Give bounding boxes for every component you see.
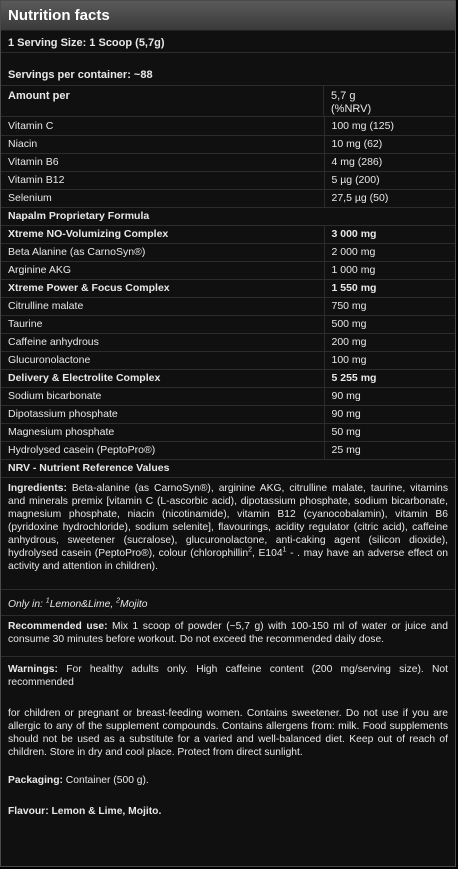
table-row	[1, 423, 455, 441]
row-value: 1 000 mg	[324, 261, 455, 279]
only-in-note	[1, 590, 455, 616]
row-name: Napalm Proprietary Formula	[1, 207, 455, 225]
only-in-flavour2: Mojito	[120, 598, 148, 610]
amount-header-value-line1: 5,7 g	[331, 90, 356, 102]
warnings-section	[1, 657, 455, 689]
row-value: 3 000 mg	[324, 225, 455, 243]
row-value: 100 mg (125)	[324, 117, 455, 135]
row-name: NRV - Nutrient Reference Values	[1, 459, 455, 477]
row-name: Xtreme NO-Volumizing Complex	[1, 225, 324, 243]
row-name: Caffeine anhydrous	[1, 333, 324, 351]
table-row	[1, 153, 455, 171]
row-name: Delivery & Electrolite Complex	[1, 369, 324, 387]
table-row	[1, 243, 455, 261]
row-value: 90 mg	[324, 387, 455, 405]
table-row	[1, 117, 455, 135]
row-value: 500 mg	[324, 315, 455, 333]
row-value: 5 255 mg	[324, 369, 455, 387]
warnings-continued: for children or pregnant or breast-feeding women. Contains sweetener. Do not use if you are allergic to any of the supplement compounds. Contains allergens from: milk. Food supplements should not be used as a substitute for a varied and well-balanced diet. Keep out of reach of children. Store in dry and cool place. Protect from direct sunlight.	[8, 707, 448, 758]
row-value: 27,5 µg (50)	[324, 189, 455, 207]
ingredients-text-c: - . may have an adverse effect on activity and attention in children).	[8, 547, 448, 572]
table-row	[1, 351, 455, 369]
row-name: Glucuronolactone	[1, 351, 324, 369]
table-row	[1, 279, 455, 297]
table-row	[1, 135, 455, 153]
amount-header-row	[1, 86, 455, 117]
row-value: 25 mg	[324, 441, 455, 459]
row-name: Arginine AKG	[1, 261, 324, 279]
packaging-text: Container (500 g).	[62, 774, 149, 786]
table-row	[1, 369, 455, 387]
ingredients-sup2: 1	[282, 546, 287, 554]
row-name: Hydrolysed casein (PeptoPro®)	[1, 441, 324, 459]
row-name: Vitamin B12	[1, 171, 324, 189]
ingredients-label: Ingredients:	[8, 482, 67, 494]
row-value: 1 550 mg	[324, 279, 455, 297]
row-name: Beta Alanine (as CarnoSyn®)	[1, 243, 324, 261]
row-value: 2 000 mg	[324, 243, 455, 261]
row-value: 10 mg (62)	[324, 135, 455, 153]
table-row	[1, 297, 455, 315]
row-name: Dipotassium phosphate	[1, 405, 324, 423]
amount-header-value-line2: (%NRV)	[331, 103, 372, 115]
ingredients-text-a: Beta-alanine (as CarnoSyn®), arginine AKG, citrulline malate, taurine, vitamins and minerals premix [vitamin C (L-ascorbic acid), dipotassium phosphate, sodium bicarbonate, magnesium phosphate, niacin (nicotinamide), vitamin B12 (cyanocobalamin), vitamin B6 (pyridoxine hydrochloride), sodium selenite], flavourings, acidity regulator (citric acid), caffeine anhydrous, sweetener (sucralose), glucuronolactone, anti-caking agent (silicon dioxide), hydrolysed casein (PeptoPro®), colour (chlorophillin	[8, 482, 448, 559]
table-row	[1, 459, 455, 477]
recommended-use-text: Mix 1 scoop of powder (~5,7 g) with 100-150 ml of water or juice and consume 30 minutes before workout. Do not exceed the recommended daily dose.	[8, 620, 448, 645]
row-value: 4 mg (286)	[324, 153, 455, 171]
flavour-line: Flavour: Lemon & Lime, Mojito.	[8, 805, 162, 817]
table-row	[1, 315, 455, 333]
row-value: 750 mg	[324, 297, 455, 315]
serving-size: 1 Serving Size: 1 Scoop (5,7g)	[1, 31, 455, 53]
table-row	[1, 171, 455, 189]
row-value: 200 mg	[324, 333, 455, 351]
nutrition-table-body	[1, 117, 455, 477]
table-row	[1, 189, 455, 207]
row-name: Citrulline malate	[1, 297, 324, 315]
amount-header-value	[324, 86, 378, 116]
table-row	[1, 441, 455, 459]
row-name: Magnesium phosphate	[1, 423, 324, 441]
table-row	[1, 387, 455, 405]
servings-per-container: Servings per container: ~88	[1, 53, 455, 86]
table-row	[1, 225, 455, 243]
row-name: Niacin	[1, 135, 324, 153]
ingredients-section	[1, 478, 455, 590]
row-value: 50 mg	[324, 423, 455, 441]
nutrition-table	[1, 117, 455, 478]
only-in-sup1: 1	[45, 597, 50, 605]
row-name: Selenium	[1, 189, 324, 207]
table-row	[1, 333, 455, 351]
row-value: 90 mg	[324, 405, 455, 423]
row-name: Xtreme Power & Focus Complex	[1, 279, 324, 297]
table-row	[1, 405, 455, 423]
warnings-text: For healthy adults only. High caffeine content (200 mg/serving size). Not recommended	[8, 663, 448, 688]
row-name: Sodium bicarbonate	[1, 387, 324, 405]
row-value: 100 mg	[324, 351, 455, 369]
table-row	[1, 207, 455, 225]
row-name: Vitamin C	[1, 117, 324, 135]
table-row	[1, 261, 455, 279]
ingredients-sup1: 2	[248, 546, 253, 554]
only-in-sup2: 2	[116, 597, 120, 605]
recommended-use-section	[1, 616, 455, 657]
only-in-flavour1: Lemon&Lime,	[49, 598, 117, 610]
row-name: Taurine	[1, 315, 324, 333]
row-name: Vitamin B6	[1, 153, 324, 171]
row-value: 5 µg (200)	[324, 171, 455, 189]
packaging-section	[1, 759, 455, 787]
ingredients-text-b: , E104	[252, 547, 283, 559]
only-in-prefix: Only in:	[8, 598, 46, 610]
warnings-label: Warnings:	[8, 663, 58, 675]
page-title: Nutrition facts	[1, 1, 455, 31]
recommended-use-label: Recommended use:	[8, 620, 108, 632]
amount-header-label: Amount per	[1, 86, 324, 116]
packaging-label: Packaging:	[8, 774, 63, 786]
